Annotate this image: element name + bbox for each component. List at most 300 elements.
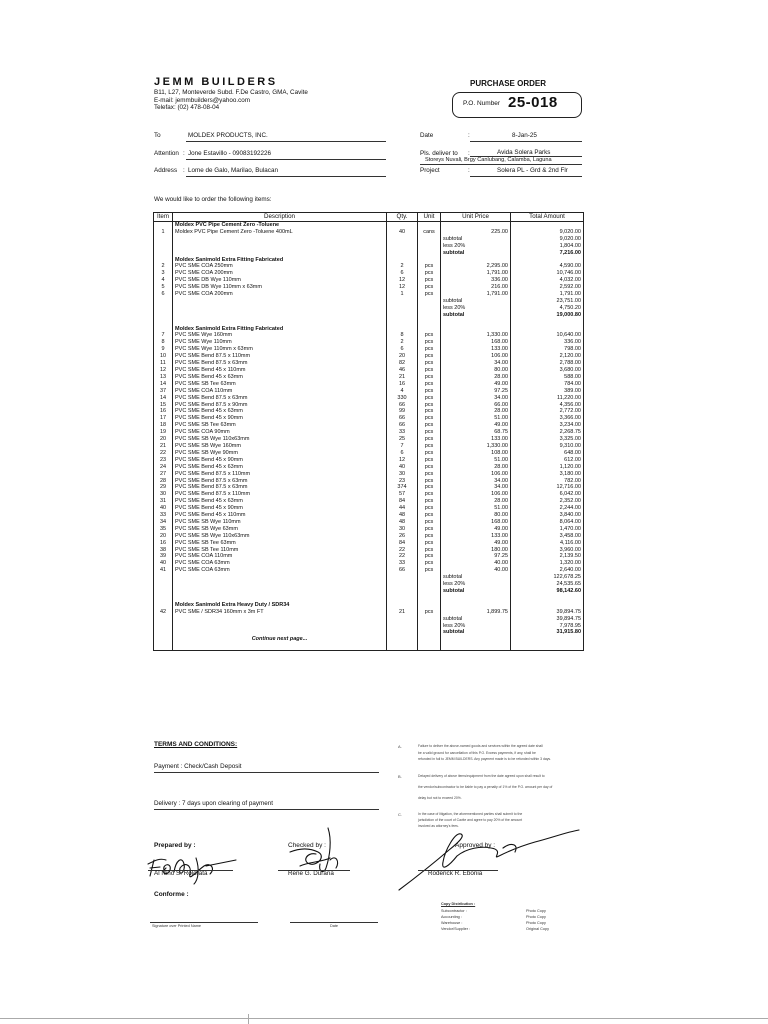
item-description: PVC SME Bend 87.5 x 63mm [173, 478, 387, 485]
table-row [154, 609, 584, 616]
item-number: 14 [154, 395, 173, 402]
table-row [154, 547, 584, 554]
col-header-qty: Qty. [387, 213, 418, 222]
item-unit: pcs [418, 533, 441, 540]
item-unit: pcs [418, 374, 441, 381]
section-heading: Moldex Sanimold Extra Fitting Fabricated [173, 257, 387, 264]
item-qty: 33 [387, 560, 418, 567]
item-qty: 6 [387, 346, 418, 353]
item-description: PVC SME Bend 45 x 90mm [173, 415, 387, 422]
item-number: 20 [154, 436, 173, 443]
item-unit-price: 80.00 [441, 512, 511, 519]
item-qty: 22 [387, 553, 418, 560]
item-total-amount: 2,139.50 [511, 553, 584, 560]
cell-empty [441, 319, 511, 326]
table-row [154, 415, 584, 422]
address-value: Lome de Galo, Marilao, Bulacan [188, 167, 278, 174]
item-description: PVC SME Bend 45 x 90mm [173, 505, 387, 512]
table-row-sub [154, 243, 584, 250]
cell-empty [154, 257, 173, 264]
table-row [154, 505, 584, 512]
item-number: 23 [154, 457, 173, 464]
cell-empty [173, 250, 387, 257]
cell-empty [387, 257, 418, 264]
table-row [154, 284, 584, 291]
item-unit-price: 1,899.75 [441, 609, 511, 616]
table-row [154, 408, 584, 415]
discount-label: less 20% [441, 581, 511, 588]
table-row [154, 422, 584, 429]
project-value: Solera PL - Grd & 2nd Flr [497, 167, 568, 174]
delivery-underline [154, 809, 379, 810]
item-total-amount: 10,640.00 [511, 332, 584, 339]
subtotal-amount: 31,915.80 [511, 629, 584, 636]
distribution-recipient: Warehouse : [441, 921, 463, 925]
table-row [154, 464, 584, 471]
item-description: PVC SME DB Wye 110mm x 63mm [173, 284, 387, 291]
item-unit: pcs [418, 291, 441, 298]
cell-empty [387, 602, 418, 609]
item-qty: 22 [387, 547, 418, 554]
item-number: 28 [154, 478, 173, 485]
item-total-amount: 336.00 [511, 339, 584, 346]
item-unit-price: 336.00 [441, 277, 511, 284]
table-row-sub [154, 305, 584, 312]
cell-empty [154, 643, 173, 650]
item-unit-price: 106.00 [441, 353, 511, 360]
to-label: To [154, 132, 161, 139]
table-row-sub [154, 298, 584, 305]
cell-empty [418, 636, 441, 643]
item-unit-price: 49.00 [441, 540, 511, 547]
item-unit: pcs [418, 457, 441, 464]
item-description: PVC SME Bend 87.5 x 63mm [173, 395, 387, 402]
item-description: PVC SME DB Wye 110mm [173, 277, 387, 284]
intro-text: We would like to order the following items: [154, 196, 272, 203]
attention-underline [186, 159, 386, 160]
item-total-amount: 588.00 [511, 374, 584, 381]
item-unit: pcs [418, 540, 441, 547]
page-edge [0, 1018, 768, 1019]
item-qty: 6 [387, 270, 418, 277]
cell-empty [154, 326, 173, 333]
table-row [154, 567, 584, 574]
item-total-amount: 3,325.00 [511, 436, 584, 443]
item-description: PVC SME SB Wye 160mm [173, 443, 387, 450]
item-total-amount: 2,120.00 [511, 353, 584, 360]
item-unit: pcs [418, 346, 441, 353]
table-row-subtotal [154, 250, 584, 257]
item-description: PVC SME Wye 160mm [173, 332, 387, 339]
distribution-copy-type: Photo Copy [526, 915, 546, 919]
cell-empty [418, 623, 441, 630]
item-description: PVC SME Bend 45 x 63mm [173, 464, 387, 471]
item-total-amount: 4,590.00 [511, 263, 584, 270]
item-total-amount: 2,788.00 [511, 360, 584, 367]
item-total-amount: 4,032.00 [511, 277, 584, 284]
item-unit-price: 108.00 [441, 450, 511, 457]
clause-b-line-2: the vendor/subcontractor to be liable to pay a penalty of 1% of the P.O. amount per day of [418, 785, 553, 789]
discount-label: less 20% [441, 305, 511, 312]
cell-empty [387, 595, 418, 602]
item-qty: 23 [387, 478, 418, 485]
col-header-unit: Unit [418, 213, 441, 222]
item-qty: 84 [387, 498, 418, 505]
table-row-note [154, 636, 584, 643]
item-qty: 82 [387, 360, 418, 367]
cell-empty [387, 243, 418, 250]
cell-empty [441, 595, 511, 602]
cell-empty [154, 581, 173, 588]
item-unit-price: 133.00 [441, 533, 511, 540]
item-description: PVC SME SB Tee 110mm [173, 547, 387, 554]
table-row [154, 484, 584, 491]
cell-empty [387, 298, 418, 305]
item-unit: pcs [418, 553, 441, 560]
item-total-amount: 798.00 [511, 346, 584, 353]
cell-empty [387, 623, 418, 630]
clause-b-line-1: Delayed delivery of above items/equipment from the date agreed upon shall result to [418, 774, 545, 778]
item-qty: 1 [387, 291, 418, 298]
items-table [153, 212, 584, 651]
signature-caption: Signature over Printed Name [152, 924, 201, 928]
cell-empty [173, 595, 387, 602]
cell-empty [154, 629, 173, 636]
table-row [154, 526, 584, 533]
item-unit-price: 97.25 [441, 553, 511, 560]
item-qty: 30 [387, 471, 418, 478]
cell-empty [511, 595, 584, 602]
item-number: 19 [154, 429, 173, 436]
col-header-description: Description [173, 213, 387, 222]
discount-amount: 7,978.95 [511, 623, 584, 630]
item-total-amount: 9,020.00 [511, 229, 584, 236]
conforme-date-line [290, 922, 378, 923]
cell-empty [441, 222, 511, 229]
table-row [154, 277, 584, 284]
table-row-subtotal [154, 629, 584, 636]
item-number: 8 [154, 339, 173, 346]
subtotal-label: subtotal [441, 588, 511, 595]
payment-underline [154, 772, 379, 773]
project-label: Project [420, 167, 440, 174]
item-number: 4 [154, 277, 173, 284]
table-row-sub [154, 236, 584, 243]
table-row [154, 360, 584, 367]
subtotal-amount: 39,894.75 [511, 616, 584, 623]
table-row [154, 346, 584, 353]
cell-empty [173, 623, 387, 630]
item-unit-price: 34.00 [441, 484, 511, 491]
clause-a-line-3: refunded in full to JEMM BUILDERS. Any payment made is to be refunded within 3 days. [418, 757, 552, 761]
item-unit-price: 28.00 [441, 464, 511, 471]
item-total-amount: 3,960.00 [511, 547, 584, 554]
cell-empty [173, 588, 387, 595]
item-qty: 66 [387, 422, 418, 429]
item-unit-price: 106.00 [441, 471, 511, 478]
item-number: 2 [154, 263, 173, 270]
item-description: PVC SME SB Wye 90mm [173, 450, 387, 457]
table-row [154, 436, 584, 443]
cell-empty [418, 643, 441, 650]
item-total-amount: 2,772.00 [511, 408, 584, 415]
item-unit-price: 97.25 [441, 388, 511, 395]
item-number: 38 [154, 547, 173, 554]
item-description: PVC SME SB Tee 63mm [173, 381, 387, 388]
item-total-amount: 3,180.00 [511, 471, 584, 478]
item-total-amount: 2,640.00 [511, 567, 584, 574]
section-heading: Moldex Sanimold Extra Fitting Fabricated [173, 326, 387, 333]
company-address: B11, L27, Monteverde Subd. F.De Castro, GMA, Cavite [154, 89, 308, 96]
distribution-copy-type: Photo Copy [526, 909, 546, 913]
item-unit-price: 216.00 [441, 284, 511, 291]
item-total-amount: 3,366.00 [511, 415, 584, 422]
cell-empty [387, 588, 418, 595]
subtotal-label: subtotal [441, 629, 511, 636]
table-row [154, 388, 584, 395]
item-number: 20 [154, 533, 173, 540]
item-total-amount: 1,320.00 [511, 560, 584, 567]
item-description: PVC SME SB Tee 63mm [173, 422, 387, 429]
cell-empty [154, 595, 173, 602]
item-qty: 26 [387, 533, 418, 540]
item-number: 39 [154, 553, 173, 560]
cell-empty [387, 319, 418, 326]
discount-amount: 24,535.65 [511, 581, 584, 588]
item-unit-price: 66.00 [441, 402, 511, 409]
item-unit: pcs [418, 464, 441, 471]
item-unit: pcs [418, 471, 441, 478]
cell-empty [387, 581, 418, 588]
item-description: PVC SME Wye 110mm x 63mm [173, 346, 387, 353]
cell-empty [441, 326, 511, 333]
cell-empty [173, 312, 387, 319]
attention-value: Jone Estavillo - 09083192226 [188, 150, 271, 157]
conforme-signature-line [150, 922, 258, 923]
item-qty: 44 [387, 505, 418, 512]
cell-empty [154, 243, 173, 250]
subtotal-amount: 122,678.25 [511, 574, 584, 581]
item-total-amount: 2,268.75 [511, 429, 584, 436]
table-row [154, 395, 584, 402]
col-header-total-amount: Total Amount [511, 213, 584, 222]
table-row [154, 229, 584, 236]
item-qty: 30 [387, 526, 418, 533]
item-unit: pcs [418, 429, 441, 436]
to-underline [186, 141, 386, 142]
item-total-amount: 9,310.00 [511, 443, 584, 450]
item-description: PVC SME COA 200mm [173, 291, 387, 298]
item-number: 11 [154, 360, 173, 367]
item-unit-price: 2,295.00 [441, 263, 511, 270]
item-total-amount: 10,746.00 [511, 270, 584, 277]
date-caption: Date [330, 924, 339, 928]
item-unit-price: 49.00 [441, 526, 511, 533]
item-description: PVC SME COA 63mm [173, 567, 387, 574]
date-value: 8-Jan-25 [512, 132, 537, 139]
clause-c-letter: C. [398, 812, 402, 817]
item-total-amount: 3,458.00 [511, 533, 584, 540]
table-row [154, 332, 584, 339]
item-number: 3 [154, 270, 173, 277]
item-description: PVC SME Bend 87.5 x 63mm [173, 484, 387, 491]
cell-empty [511, 643, 584, 650]
item-total-amount: 782.00 [511, 478, 584, 485]
cell-empty [154, 616, 173, 623]
approved-by-signature [395, 826, 585, 896]
item-unit: pcs [418, 415, 441, 422]
page-edge-mark [248, 1014, 249, 1024]
item-number: 17 [154, 415, 173, 422]
item-qty: 99 [387, 408, 418, 415]
item-qty: 46 [387, 367, 418, 374]
item-number: 5 [154, 284, 173, 291]
cell-empty [387, 616, 418, 623]
clause-c-line-2: jurisdiction of the court of Cavite and agree to pay 20% of the amount [418, 818, 523, 822]
item-total-amount: 1,791.00 [511, 291, 584, 298]
cell-empty [418, 250, 441, 257]
item-unit: pcs [418, 484, 441, 491]
table-row [154, 471, 584, 478]
table-row [154, 533, 584, 540]
item-total-amount: 389.00 [511, 388, 584, 395]
table-row-sub [154, 574, 584, 581]
cell-empty [173, 643, 387, 650]
cell-empty [154, 319, 173, 326]
item-description: PVC SME Wye 110mm [173, 339, 387, 346]
company-telefax: Telefax: (02) 478-08-04 [154, 104, 220, 111]
cell-empty [511, 222, 584, 229]
item-description: Moldex PVC Pipe Cement Zero -Toluene 400mL [173, 229, 387, 236]
distribution-recipient: Subcontractor : [441, 909, 467, 913]
section-heading: Moldex Sanimold Extra Heavy Duty / SDR34 [173, 602, 387, 609]
item-unit: pcs [418, 547, 441, 554]
subtotal-amount: 23,751.00 [511, 298, 584, 305]
item-description: PVC SME Bend 87.5 x 90mm [173, 402, 387, 409]
item-number: 24 [154, 464, 173, 471]
item-unit-price: 133.00 [441, 346, 511, 353]
item-unit-price: 51.00 [441, 415, 511, 422]
item-number: 18 [154, 422, 173, 429]
prepared-by-label: Prepared by : [154, 842, 196, 849]
conforme-label: Conforme : [154, 891, 189, 898]
clause-a-line-2: be a valid ground for cancellation of this P.O. Excess payments, if any, shall be [418, 751, 536, 755]
company-name: JEMM BUILDERS [154, 76, 278, 88]
item-number: 22 [154, 450, 173, 457]
table-row-subtotal [154, 312, 584, 319]
item-description: PVC SME COA 90mm [173, 429, 387, 436]
table-row-section [154, 326, 584, 333]
table-row [154, 512, 584, 519]
cell-empty [154, 636, 173, 643]
item-qty: 12 [387, 457, 418, 464]
item-unit-price: 49.00 [441, 381, 511, 388]
delivery-terms: Delivery : 7 days upon clearing of payment [154, 800, 274, 807]
company-email: E-mail: jemmbuilders@yahoo.com [154, 96, 250, 104]
cell-empty [387, 636, 418, 643]
cell-empty [441, 257, 511, 264]
deliver-underline-1 [470, 156, 582, 157]
cell-empty [418, 629, 441, 636]
item-qty: 57 [387, 491, 418, 498]
cell-empty [387, 236, 418, 243]
table-header-row [154, 213, 584, 222]
table-row [154, 339, 584, 346]
table-row [154, 353, 584, 360]
deliver-to-label: Pls. deliver to [420, 150, 458, 157]
table-row [154, 478, 584, 485]
subtotal-amount: 9,020.00 [511, 236, 584, 243]
item-total-amount: 39,894.75 [511, 609, 584, 616]
item-description: PVC SME Bend 45 x 110mm [173, 367, 387, 374]
table-row [154, 491, 584, 498]
item-description: PVC SME Bend 45 x 63mm [173, 408, 387, 415]
item-qty: 6 [387, 450, 418, 457]
document-title: PURCHASE ORDER [470, 79, 547, 88]
item-qty: 330 [387, 395, 418, 402]
cell-empty [173, 629, 387, 636]
item-qty: 16 [387, 381, 418, 388]
payment-terms: Payment : Check/Cash Deposit [154, 763, 242, 770]
item-description: PVC SME COA 63mm [173, 560, 387, 567]
item-description: PVC SME Bend 45 x 110mm [173, 512, 387, 519]
cell-empty [387, 643, 418, 650]
item-unit: pcs [418, 450, 441, 457]
item-number: 6 [154, 291, 173, 298]
item-qty: 374 [387, 484, 418, 491]
cell-empty [418, 616, 441, 623]
col-header-item: Item [154, 213, 173, 222]
item-unit: pcs [418, 332, 441, 339]
cell-empty [154, 250, 173, 257]
item-unit: pcs [418, 560, 441, 567]
discount-label: less 20% [441, 623, 511, 630]
continue-note: Continue next page... [173, 636, 387, 643]
table-row [154, 553, 584, 560]
cell-empty [511, 636, 584, 643]
cell-empty [511, 602, 584, 609]
cell-empty [418, 312, 441, 319]
cell-empty [418, 305, 441, 312]
item-qty: 2 [387, 339, 418, 346]
item-unit-price: 28.00 [441, 498, 511, 505]
table-row-sub [154, 581, 584, 588]
table-row-blank [154, 319, 584, 326]
table-row-blank [154, 643, 584, 650]
section-heading: Moldex PVC Pipe Cement Zero -Toluene [173, 222, 387, 229]
distribution-copy-type: Photo Copy [526, 921, 546, 925]
table-row [154, 263, 584, 270]
subtotal-label: subtotal [441, 574, 511, 581]
table-row-blank [154, 595, 584, 602]
item-description: PVC SME Bend 45 x 63mm [173, 374, 387, 381]
checked-by-name: Rene G. Durana [288, 870, 334, 877]
cell-empty [154, 222, 173, 229]
item-unit-price: 49.00 [441, 422, 511, 429]
date-underline [470, 141, 582, 142]
table-row-subtotal [154, 588, 584, 595]
cell-empty [441, 602, 511, 609]
item-unit-price: 34.00 [441, 360, 511, 367]
item-number: 1 [154, 229, 173, 236]
address-label: Address [154, 167, 178, 174]
approved-by-name: Roderick R. Ebonia [428, 870, 483, 877]
table-row [154, 402, 584, 409]
subtotal-label: subtotal [441, 298, 511, 305]
table-row [154, 560, 584, 567]
cell-empty [418, 298, 441, 305]
table-row-section [154, 222, 584, 229]
